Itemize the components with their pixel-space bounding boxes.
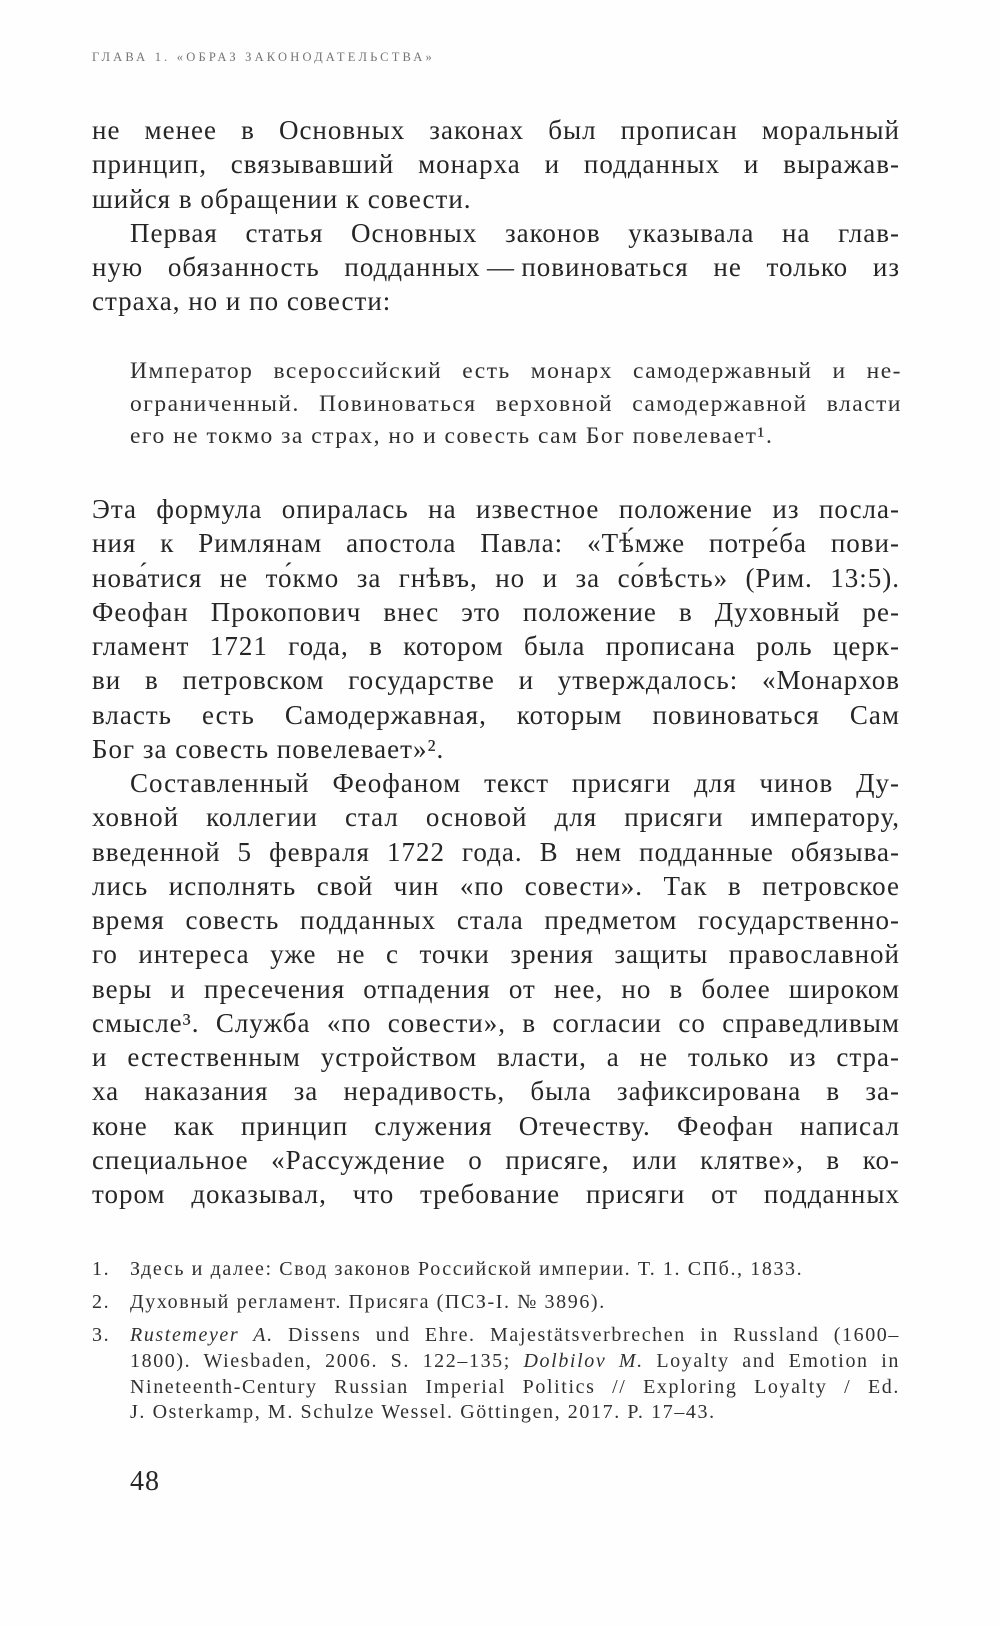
text-line: ви в петровском государстве и утверждалось: «Монархов <box>92 665 900 696</box>
text-line: Эта формула опиралась на известное положение из посла- <box>92 494 900 524</box>
footnote-number: 1. <box>92 1258 111 1280</box>
footnote-line: J. Osterkamp, M. Schulze Wessel. Göttingen, 2017. P. 17–43. <box>130 1401 716 1424</box>
paragraph <box>92 492 900 766</box>
text-line: Первая статья Основных законов указывала на глав- <box>130 217 900 248</box>
text-line: смысле³. Служба «по совести», в согласии со справедливым <box>92 1007 900 1038</box>
body-text-lower <box>92 492 900 1211</box>
text-line: ную обязанность подданных — повиноваться не только из <box>92 252 900 282</box>
text-line: гламент 1721 года, в котором была прописана роль церк- <box>92 631 900 661</box>
footnote-segment: 1800). Wiesbaden, 2006. S. 122–135; <box>130 1349 524 1372</box>
text-line: ха наказания за нерадивость, была зафиксирована в за- <box>92 1076 900 1107</box>
footnote-line: Nineteenth-Century Russian Imperial Politics // Exploring Loyalty / Ed. <box>130 1375 900 1398</box>
text-line: власть есть Самодержавная, которым повиноваться Сам <box>92 699 900 730</box>
text-line: ховной коллегии стал основой для присяги императору, <box>92 802 900 833</box>
footnote-author: Dolbilov M. <box>523 1349 644 1372</box>
text-line: веры и пресечения отпадения от нее, но в более широком <box>92 973 900 1004</box>
text-line: шийся в обращении к совести. <box>92 183 472 214</box>
text-line: нова́тися не то́кмо за гнѣвъ, но и за со́вѣсть» (Рим. 13:5). <box>92 562 900 593</box>
text-line: тором доказывал, что требование присяги от подданных <box>92 1179 900 1209</box>
footnote-segment: Dissens und Ehre. Majestätsverbrechen in Russland (1600– <box>273 1324 901 1346</box>
footnote-text <box>130 1290 900 1316</box>
footnote-line <box>130 1349 900 1375</box>
text-line: не менее в Основных законах был прописан моральный <box>92 115 900 145</box>
paragraph <box>92 766 900 1211</box>
footnote-text <box>130 1323 900 1426</box>
body-text-upper <box>92 113 900 319</box>
footnote-line: Здесь и далее: Свод законов Российской империи. Т. 1. СПб., 1833. <box>130 1258 804 1280</box>
footnote-number: 2. <box>92 1291 111 1313</box>
footnote-text <box>130 1257 900 1283</box>
text-line: го интереса уже не с точки зрения защиты православной <box>92 939 900 970</box>
footnote-line: Духовный регламент. Присяга (ПСЗ-I. № 3896). <box>130 1291 606 1313</box>
running-head: ГЛАВА 1. «ОБРАЗ ЗАКОНОДАТЕЛЬСТВА» <box>92 50 435 64</box>
quote-line: Император всероссийский есть монарх самодержавный и не- <box>130 358 902 384</box>
quote-line: его не токмо за страх, но и совесть сам Бог повелевает¹. <box>130 423 774 449</box>
text-line: Бог за совесть повелевает»². <box>92 733 445 764</box>
paragraph <box>92 216 900 319</box>
text-line: Составленный Феофаном текст присяги для чинов Ду- <box>130 768 900 798</box>
text-line: ния к Римлянам апостола Павла: «Тѣ́мже потре́ба пови- <box>92 528 900 559</box>
text-line: и естественным устройством власти, а не только из стра- <box>92 1042 900 1072</box>
quote-line: ограниченный. Повиноваться верховной самодержавной власти <box>130 390 902 417</box>
text-line: время совесть подданных стала предметом государственно- <box>92 905 900 935</box>
text-line: введенной 5 февраля 1722 года. В нем подданные обязыва- <box>92 836 900 867</box>
footnote-segment: Loyalty and Emotion in <box>643 1349 900 1372</box>
footnote-author: Rustemeyer A. <box>130 1324 274 1346</box>
paragraph <box>92 113 900 216</box>
footnote-line <box>130 1323 900 1349</box>
text-line: специальное «Рассуждение о присяге, или клятве», в ко- <box>92 1144 900 1175</box>
text-line: коне как принцип служения Отечеству. Феофан написал <box>92 1110 900 1141</box>
page-number: 48 <box>130 1466 160 1497</box>
block-quote <box>130 355 902 453</box>
text-line: принцип, связывавший монарха и подданных и выражав- <box>92 149 900 180</box>
text-line: Феофан Прокопович внес это положение в Духовный ре- <box>92 596 900 627</box>
footnote-number: 3. <box>92 1324 111 1346</box>
text-line: страха, но и по совести: <box>92 286 392 317</box>
text-line: лись исполнять свой чин «по совести». Так в петровское <box>92 870 900 901</box>
